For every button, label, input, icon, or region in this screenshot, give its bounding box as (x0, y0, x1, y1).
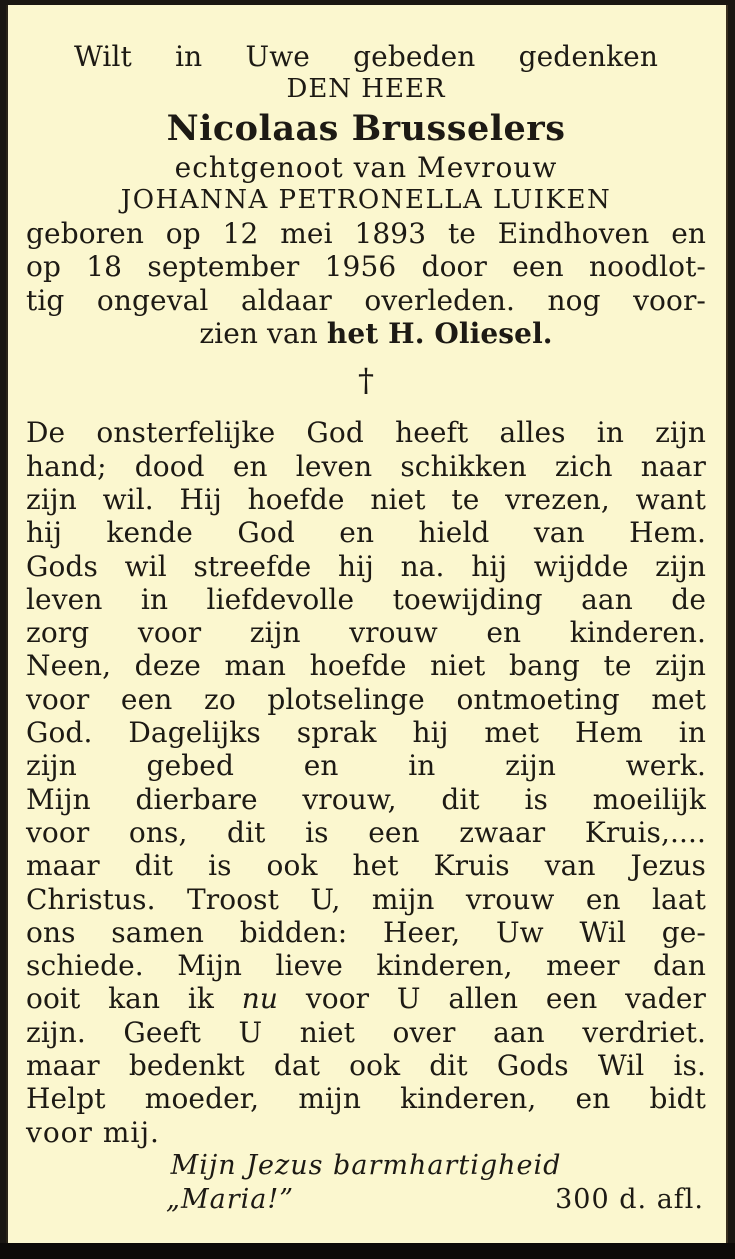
bio-line-3: tig ongeval aldaar overleden. nog voor- (26, 283, 706, 317)
body-line-11: zijn gebed en in zijn werk. (26, 749, 706, 783)
closing-prayer: Mijn Jezus barmhartigheid (170, 1149, 562, 1181)
bio-line-1: geboren op 12 mei 1893 te Eindhoven en (26, 217, 706, 251)
body-line-after-1: zijn. Geeft U niet over aan verdriet. (26, 1015, 706, 1049)
body-line-17: schiede. Mijn lieve kinderen, meer dan (26, 949, 706, 983)
body-line-18 (26, 982, 706, 1015)
body-line-12: Mijn dierbare vrouw, dit is moeilijk (26, 782, 706, 816)
bio-line-2: op 18 september 1956 door een noodlot- (26, 250, 706, 284)
body-line-15: Christus. Troost U, mijn vrouw en laat (26, 882, 706, 916)
body-line-16: ons samen bidden: Heer, Uw Wil ge- (26, 915, 706, 949)
body-line-1: De onsterfelijke God heeft alles in zijn (26, 416, 706, 450)
body-line-8: Neen, deze man hoefde niet bang te zijn (26, 649, 706, 683)
body-line-18-end: voor U allen een vader (305, 982, 706, 1016)
body-line-4: hij kende God en hield van Hem. (26, 516, 706, 550)
closing-maria: „Maria!” (166, 1183, 295, 1215)
body-line-after-3: Helpt moeder, mijn kinderen, en bidt (26, 1082, 706, 1116)
spouse-name: JOHANNA PETRONELLA LUIKEN (120, 184, 612, 215)
body-line-7: zorg voor zijn vrouw en kinderen. (26, 616, 706, 650)
body-text-after (26, 1016, 706, 1116)
body-line-2: hand; dood en leven schikken zich naar (26, 449, 706, 483)
body-text (26, 416, 706, 982)
deceased-name: Nicolaas Brusselers (166, 107, 566, 149)
bio-line-4 (26, 317, 706, 350)
body-line-18-italic: nu (241, 982, 279, 1016)
intro-line: Wilt in Uwe gebeden gedenken (74, 40, 658, 73)
indulgence-note: 300 d. afl. (555, 1183, 704, 1215)
spouse-intro: echtgenoot van Mevrouw (174, 150, 558, 184)
body-line-14: maar dit is ook het Kruis van Jezus (26, 849, 706, 883)
bio-line-4-bold: het H. Oliesel. (326, 317, 553, 351)
body-line-5: Gods wil streefde hij na. hij wijdde zijn (26, 549, 706, 583)
title-prefix: DEN HEER (286, 74, 446, 105)
body-line-10: God. Dagelijks sprak hij met Hem in (26, 716, 706, 750)
body-line-9: voor een zo plotselinge ontmoeting met (26, 682, 706, 716)
cross-icon: † (358, 361, 374, 400)
body-line-after-2: maar bedenkt dat ook dit Gods Wil is. (26, 1049, 706, 1083)
body-line-18-start: ooit kan ik (26, 982, 214, 1016)
closing-footer (26, 1183, 706, 1217)
body-line-3: zijn wil. Hij hoefde niet te vrezen, want (26, 482, 706, 516)
body-last-line: voor mij. (26, 1115, 160, 1149)
body-line-13: voor ons, dit is een zwaar Kruis,.... (26, 815, 706, 849)
body-line-6: leven in liefdevolle toewijding aan de (26, 582, 706, 616)
card-text (26, 40, 706, 1217)
bio-line-4-start: zien van (199, 317, 318, 351)
card-shadow (0, 1243, 735, 1259)
